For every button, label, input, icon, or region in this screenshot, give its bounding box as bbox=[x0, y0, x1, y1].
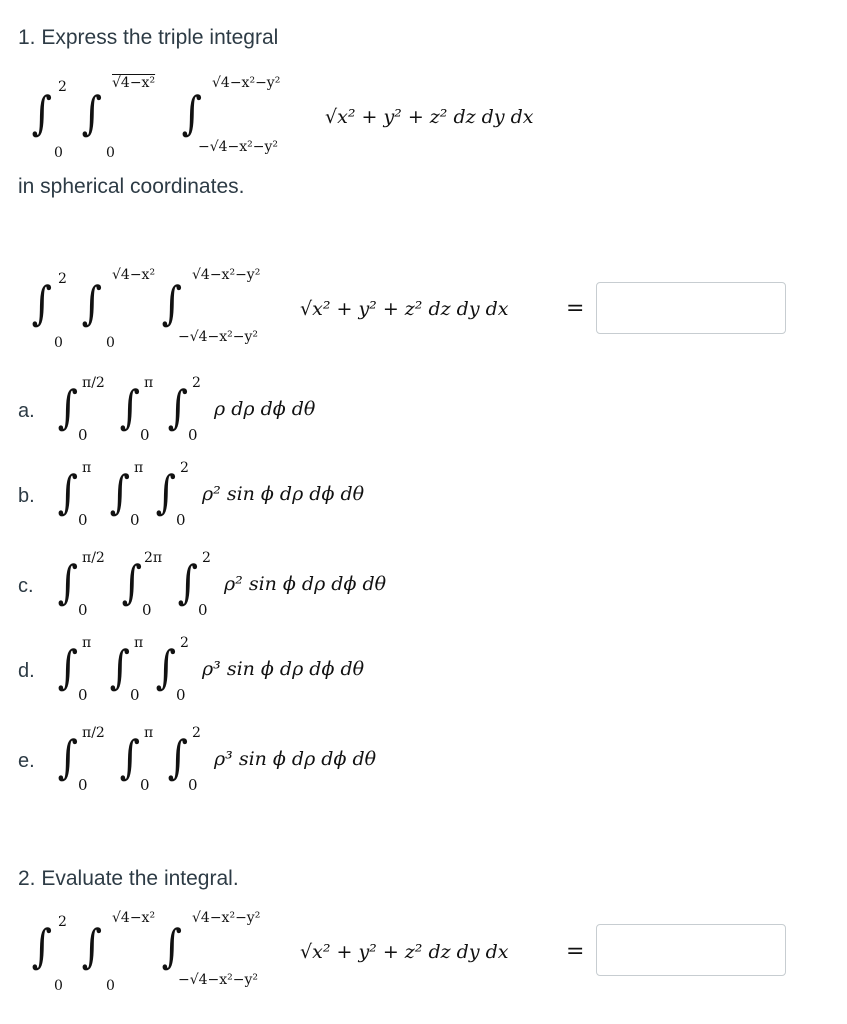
option-integrand: ρ² sin ϕ dρ dϕ dθ bbox=[202, 483, 365, 505]
integral-sign: ∫ bbox=[121, 555, 143, 609]
question-2-title bbox=[18, 867, 239, 891]
lower-limit: 0 bbox=[78, 511, 88, 529]
integral-sign-middle: ∫ bbox=[81, 276, 103, 330]
integral-sign: ∫ bbox=[167, 730, 189, 784]
lower-limit: 0 bbox=[188, 776, 198, 794]
question-1-title bbox=[18, 26, 278, 50]
outer-upper-limit: 2 bbox=[58, 914, 67, 930]
integral-sign-outer: ∫ bbox=[31, 86, 53, 140]
lower-limit: 0 bbox=[130, 511, 140, 529]
middle-lower-limit: 0 bbox=[106, 978, 115, 994]
upper-limit: 2 bbox=[202, 550, 211, 566]
upper-limit: 2π bbox=[144, 550, 163, 566]
option-c-content bbox=[18, 545, 518, 625]
question-1-prompt: Express the triple integral bbox=[41, 26, 279, 49]
integral-sign-middle: ∫ bbox=[81, 919, 103, 973]
inner-upper-limit: √4−x²−y² bbox=[192, 267, 261, 283]
option-integrand: ρ³ sin ϕ dρ dϕ dθ bbox=[214, 748, 377, 770]
integral-sign: ∫ bbox=[57, 555, 79, 609]
question-1-number: 1. bbox=[18, 26, 36, 49]
upper-limit: π bbox=[82, 460, 92, 476]
option-d-content bbox=[18, 630, 518, 710]
option-letter: b. bbox=[18, 485, 35, 507]
middle-upper-limit: √4−x² bbox=[112, 910, 156, 926]
option-integrand: ρ dρ dϕ dθ bbox=[214, 398, 316, 420]
option-integrand: ρ² sin ϕ dρ dϕ dθ bbox=[224, 573, 387, 595]
outer-lower-limit: 0 bbox=[54, 978, 63, 994]
upper-limit: π/2 bbox=[82, 550, 105, 566]
upper-limit: 2 bbox=[192, 725, 201, 741]
integral-sign-outer: ∫ bbox=[31, 276, 53, 330]
integral-sign: ∫ bbox=[57, 380, 79, 434]
equals-sign: = bbox=[566, 939, 585, 964]
middle-upper-limit: √4−x² bbox=[112, 75, 156, 91]
integral-sign: ∫ bbox=[167, 380, 189, 434]
outer-upper-limit: 2 bbox=[58, 79, 67, 95]
lower-limit: 0 bbox=[176, 686, 186, 704]
upper-limit: π bbox=[82, 635, 92, 651]
upper-limit: π bbox=[144, 725, 154, 741]
outer-lower-limit: 0 bbox=[54, 335, 63, 351]
lower-limit: 0 bbox=[142, 601, 152, 619]
question-1-answer-input[interactable] bbox=[596, 282, 786, 334]
equals-sign: = bbox=[566, 296, 585, 321]
inner-lower-limit: −√4−x²−y² bbox=[198, 139, 279, 155]
lower-limit: 0 bbox=[78, 601, 88, 619]
answer-integrand: √x² + y² + z² dz dy dx bbox=[300, 298, 509, 320]
middle-lower-limit: 0 bbox=[106, 335, 115, 351]
option-letter: a. bbox=[18, 400, 35, 422]
integral-sign: ∫ bbox=[57, 640, 79, 694]
upper-limit: 2 bbox=[180, 460, 189, 476]
middle-upper-limit: √4−x² bbox=[112, 267, 156, 283]
integral-sign-inner: ∫ bbox=[161, 919, 183, 973]
middle-lower-limit: 0 bbox=[106, 145, 115, 161]
integral-sign-inner: ∫ bbox=[161, 276, 183, 330]
lower-limit: 0 bbox=[78, 776, 88, 794]
triple-integral-statement bbox=[30, 70, 630, 170]
upper-limit: π bbox=[134, 460, 144, 476]
question-2-prompt: Evaluate the integral. bbox=[41, 867, 239, 890]
integral-sign-outer: ∫ bbox=[31, 919, 53, 973]
statement-integrand: √x² + y² + z² dz dy dx bbox=[325, 106, 534, 128]
integral-sign: ∫ bbox=[109, 465, 131, 519]
lower-limit: 0 bbox=[198, 601, 208, 619]
option-integrand: ρ³ sin ϕ dρ dϕ dθ bbox=[202, 658, 365, 680]
integral-sign: ∫ bbox=[155, 640, 177, 694]
inner-upper-limit: √4−x²−y² bbox=[192, 910, 261, 926]
lower-limit: 0 bbox=[78, 686, 88, 704]
lower-limit: 0 bbox=[78, 426, 88, 444]
option-letter: c. bbox=[18, 575, 34, 597]
integral-sign: ∫ bbox=[119, 730, 141, 784]
integral-sign: ∫ bbox=[177, 555, 199, 609]
option-b-content bbox=[18, 455, 518, 535]
integral-sign-inner: ∫ bbox=[181, 86, 203, 140]
integral-sign: ∫ bbox=[119, 380, 141, 434]
upper-limit: 2 bbox=[192, 375, 201, 391]
upper-limit: π/2 bbox=[82, 375, 105, 391]
lower-limit: 0 bbox=[140, 426, 150, 444]
integral-sign: ∫ bbox=[57, 730, 79, 784]
option-a-content bbox=[18, 370, 518, 450]
outer-upper-limit: 2 bbox=[58, 271, 67, 287]
lower-limit: 0 bbox=[188, 426, 198, 444]
lower-limit: 0 bbox=[176, 511, 186, 529]
inner-upper-limit: √4−x²−y² bbox=[212, 75, 281, 91]
question-2-number: 2. bbox=[18, 867, 36, 890]
option-letter: e. bbox=[18, 750, 35, 772]
integral-sign: ∫ bbox=[155, 465, 177, 519]
integral-sign-middle: ∫ bbox=[81, 86, 103, 140]
question-2-answer-input[interactable] bbox=[596, 924, 786, 976]
upper-limit: 2 bbox=[180, 635, 189, 651]
question-1-followup: in spherical coordinates. bbox=[18, 175, 245, 198]
option-e-content bbox=[18, 720, 518, 800]
question-2-integrand: √x² + y² + z² dz dy dx bbox=[300, 941, 509, 963]
upper-limit: π bbox=[134, 635, 144, 651]
outer-lower-limit: 0 bbox=[54, 145, 63, 161]
integral-sign: ∫ bbox=[57, 465, 79, 519]
integral-sign: ∫ bbox=[109, 640, 131, 694]
inner-lower-limit: −√4−x²−y² bbox=[178, 972, 259, 988]
upper-limit: π bbox=[144, 375, 154, 391]
option-letter: d. bbox=[18, 660, 35, 682]
lower-limit: 0 bbox=[140, 776, 150, 794]
upper-limit: π/2 bbox=[82, 725, 105, 741]
lower-limit: 0 bbox=[130, 686, 140, 704]
inner-lower-limit: −√4−x²−y² bbox=[178, 329, 259, 345]
